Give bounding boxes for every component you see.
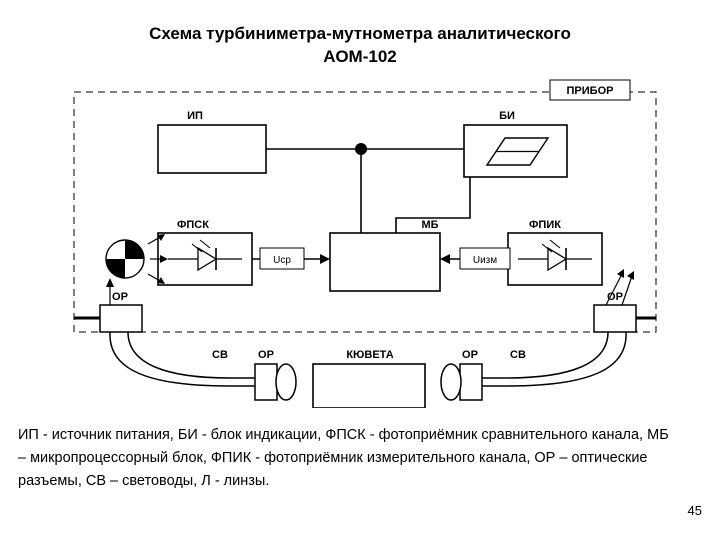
light-source-quadrant-2 (106, 259, 125, 278)
page-title-line1: Схема турбиниметра-мутнометра аналитического (149, 24, 571, 43)
bi-block-label: БИ (499, 110, 515, 122)
kuveta-block (313, 364, 425, 408)
or-left-upper (100, 305, 142, 332)
mb-block (330, 233, 440, 291)
or-right-upper-label: ОР (607, 291, 623, 303)
uizm-label: Uизм (472, 255, 498, 266)
fpik-block-label: ФПИК (529, 219, 561, 231)
ip-block (158, 125, 266, 173)
fpsk-block-label: ФПСК (177, 219, 209, 231)
instrument-frame-label: ПРИБОР (566, 85, 614, 97)
diagram-caption: ИП - источник питания, БИ - блок индикации, ФПСК - фотоприёмник сравнительного канала, МБ – микропроцессорный блок, ФПИК - фотоприёмник измерительного канала, ОР – оптические разъемы, СВ – световоды, Л - линзы. (18, 427, 669, 489)
or-left-upper-label: ОР (112, 291, 128, 303)
arrow-left-optics-head (106, 278, 114, 287)
or-right-upper (594, 305, 636, 332)
light-source-quadrant-1 (125, 240, 144, 259)
sv-left-label: СВ (212, 349, 228, 361)
arrow-right-optics-to-fpik-b (622, 276, 632, 305)
or-right-lower (460, 364, 482, 400)
usr-label: Uср (273, 255, 291, 266)
page-title (40, 22, 680, 68)
lens-right-icon (441, 364, 461, 400)
schematic-diagram (70, 78, 660, 408)
arrow-fpik-to-mb (440, 254, 450, 264)
sv-right-label: СВ (510, 349, 526, 361)
or-left-lower (255, 364, 277, 400)
arrow-fpsk-to-mb (320, 254, 330, 264)
page-number: 45 (687, 503, 702, 518)
ip-block-label: ИП (187, 110, 203, 122)
or-right-lower-label: ОР (462, 349, 478, 361)
page-title-line2: АОМ-102 (323, 47, 397, 66)
mb-block-label: МБ (421, 219, 439, 231)
lens-left-icon (276, 364, 296, 400)
or-left-lower-label: ОР (258, 349, 274, 361)
kuveta-block-label: КЮВЕТА (346, 349, 394, 361)
